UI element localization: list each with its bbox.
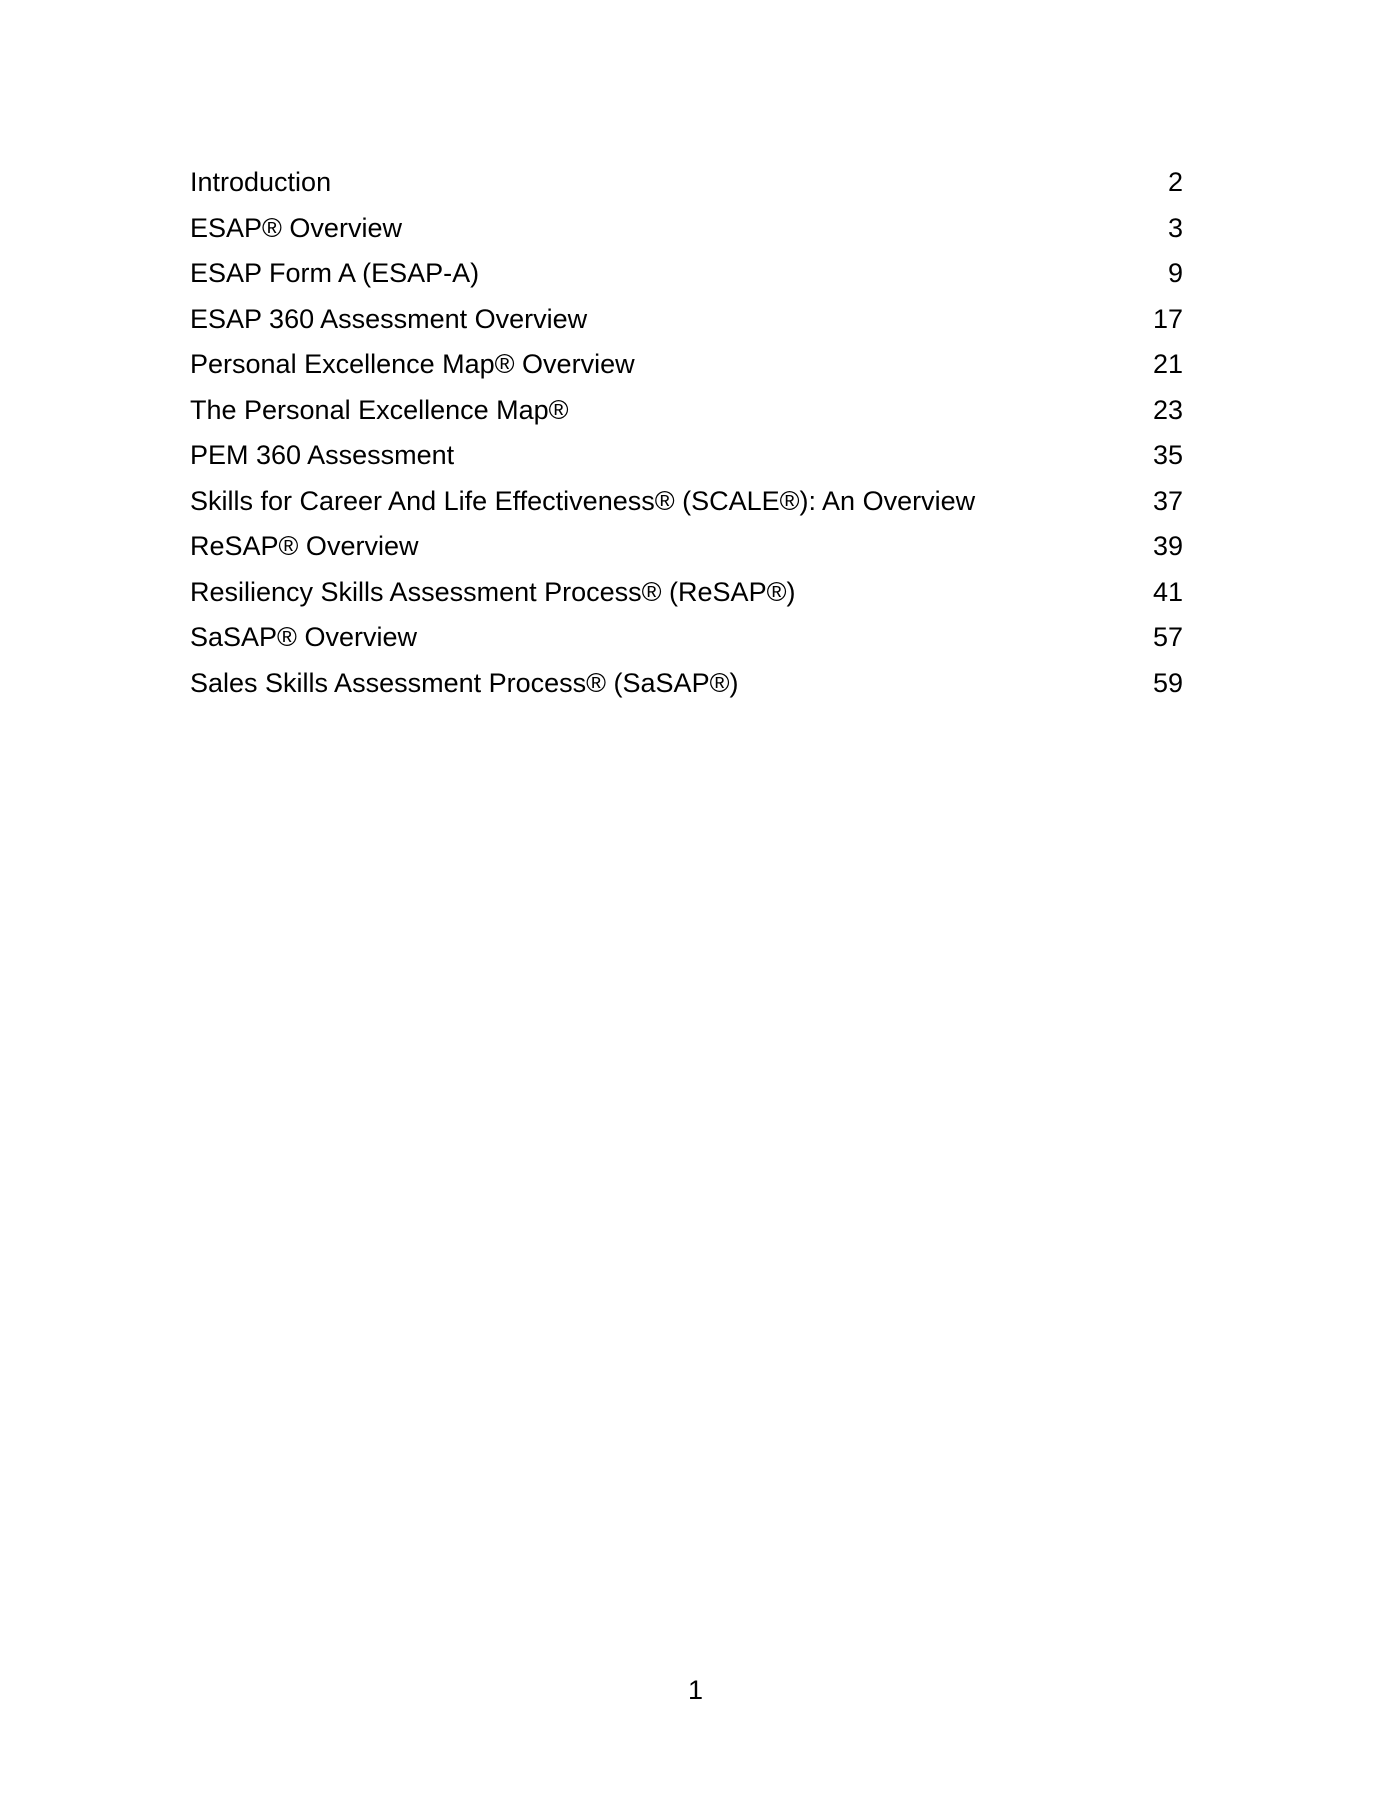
toc-entry-page: 9 <box>1167 258 1183 288</box>
toc-entry-title: Introduction <box>190 167 332 197</box>
toc-entry-title: Personal Excellence Map® Overview <box>190 349 635 379</box>
toc-entry-title: ReSAP® Overview <box>190 531 419 561</box>
toc-entry-introduction <box>190 160 1183 206</box>
toc-entry-title: PEM 360 Assessment <box>190 440 455 470</box>
table-of-contents <box>190 160 1183 706</box>
toc-entry-sasap-overview <box>190 615 1183 661</box>
toc-entry-title: The Personal Excellence Map® <box>190 394 569 425</box>
toc-entry-page: 23 <box>1152 394 1183 425</box>
toc-entry-page: 2 <box>1167 167 1183 197</box>
toc-entry-sasap <box>190 661 1183 707</box>
toc-entry-page: 17 <box>1152 303 1183 334</box>
toc-entry-page: 35 <box>1152 440 1183 470</box>
toc-entry-personal-excellence-map <box>190 388 1183 434</box>
toc-entry-esap-form-a <box>190 251 1183 297</box>
toc-entry-title: ESAP® Overview <box>190 212 402 243</box>
toc-entry-page: 21 <box>1152 349 1183 379</box>
toc-entry-scale-overview <box>190 479 1183 525</box>
toc-entry-resap <box>190 570 1183 616</box>
toc-entry-pem-360 <box>190 433 1183 479</box>
footer-page-number: 1 <box>687 1675 704 1705</box>
toc-entry-esap-360 <box>190 297 1183 343</box>
toc-entry-title: Skills for Career And Life Effectiveness® (SCALE®): An Overview <box>190 485 976 516</box>
toc-entry-page: 3 <box>1167 212 1183 243</box>
toc-entry-esap-overview <box>190 206 1183 252</box>
toc-entry-title: Resiliency Skills Assessment Process® (ReSAP®) <box>190 576 796 607</box>
toc-entry-title: Sales Skills Assessment Process® (SaSAP®) <box>190 667 739 698</box>
toc-entry-page: 57 <box>1152 622 1183 652</box>
toc-entry-page: 41 <box>1152 576 1183 607</box>
toc-entry-page: 37 <box>1152 485 1183 516</box>
toc-entry-title: ESAP Form A (ESAP-A) <box>190 258 480 288</box>
toc-entry-title: ESAP 360 Assessment Overview <box>190 303 588 334</box>
toc-entry-pem-overview <box>190 342 1183 388</box>
toc-entry-title: SaSAP® Overview <box>190 622 417 652</box>
toc-entry-page: 39 <box>1152 531 1183 561</box>
toc-entry-page: 59 <box>1152 667 1183 698</box>
toc-entry-resap-overview <box>190 524 1183 570</box>
